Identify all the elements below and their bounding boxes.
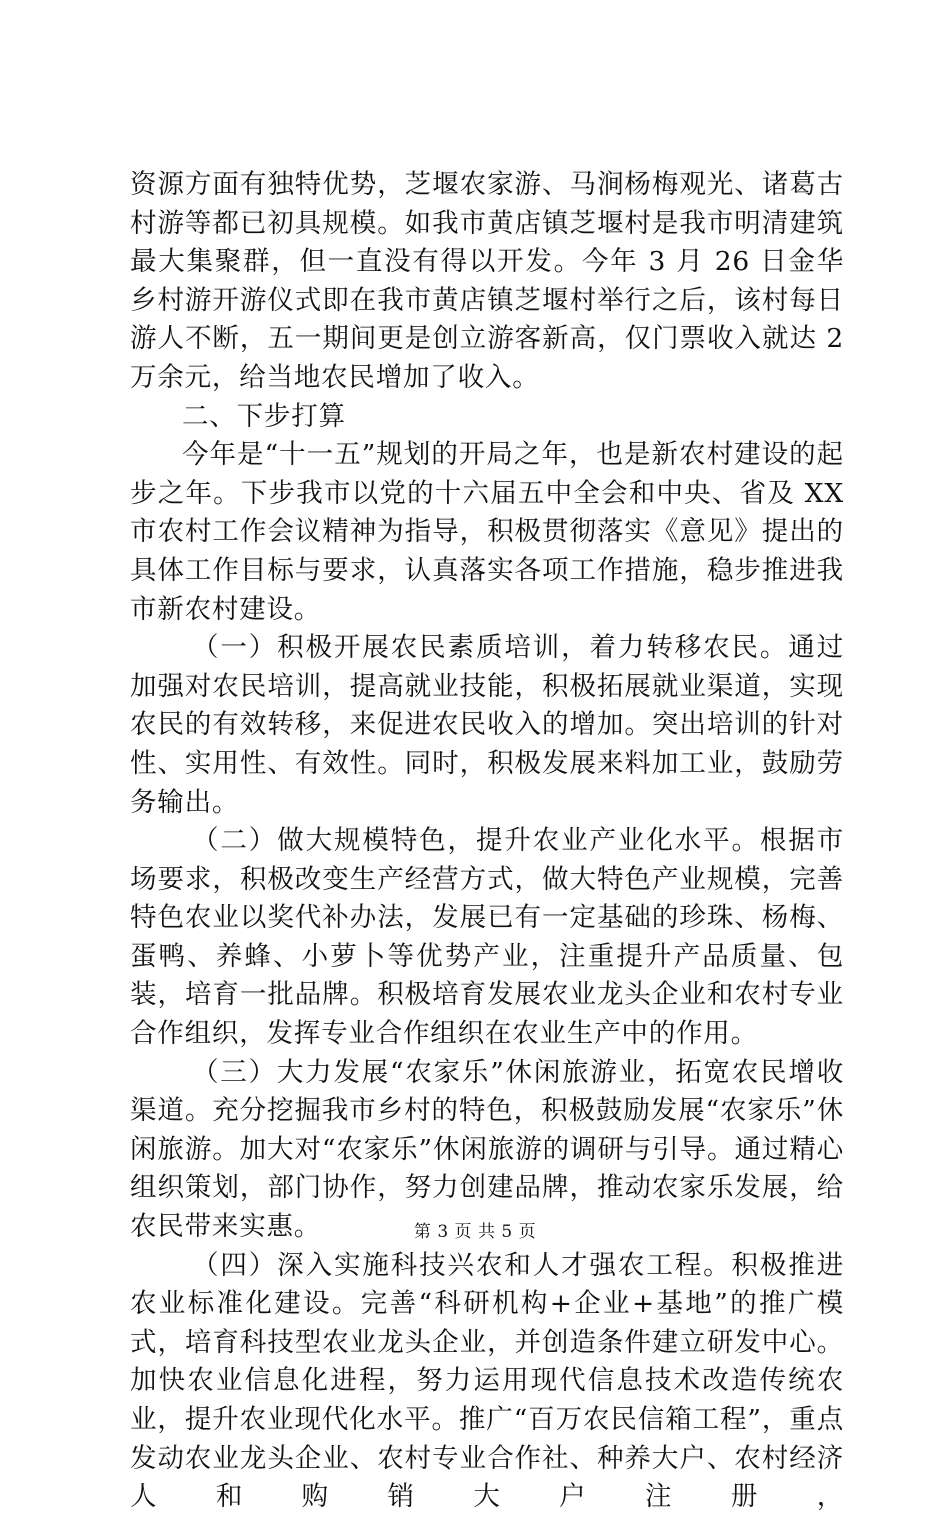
paragraph-item-1-farmer-training: （一）积极开展农民素质培训，着力转移农民。通过加强对农民培训，提高就业技能，积极拓展就业渠道，实现农民的有效转移，来促进农民收入的增加。突出培训的针对性、实用性、有效性。同时，积极发展来料加工业，鼓励劳务输出。 — [130, 632, 844, 818]
paragraph-item-3-rural-tourism: （三）大力发展“农家乐”休闲旅游业，拓宽农民增收渠道。充分挖掘我市乡村的特色，积极鼓励发展“农家乐”休闲旅游。加大对“农家乐”休闲旅游的调研与引导。通过精心组织策划，部门协作，努力创建品牌，推动农家乐发展，给农民带来实惠。 — [130, 1056, 844, 1243]
section-heading-next-steps: 二、下步打算 — [182, 400, 346, 432]
paragraph-item-4-technology: （四）深入实施科技兴农和人才强农工程。积极推进农业标准化建设。完善“科研机构+企业+基地”的推广模式，培育科技型农业龙头企业，并创造条件建立研发中心。加快农业信息化进程，努力运用现代信息技术改造传统农业，提升农业现代化水平。推广“百万农民信箱工程”，重点发动农业龙头企业、农村专业合作社、种养大户、农村经济人和购销大户注册， — [130, 1249, 844, 1513]
paragraph-next-steps-intro: 今年是“十一五”规划的开局之年，也是新农村建设的起步之年。下步我市以党的十六届五中全会和中央、省及 XX 市农村工作会议精神为指导，积极贯彻落实《意见》提出的具体工作目标与要求，认真落实各项工作措施，稳步推进我市新农村建设。 — [130, 439, 844, 625]
paragraph-item-2-industrialization: （二）做大规模特色，提升农业产业化水平。根据市场要求，积极改变生产经营方式，做大特色产业规模，完善特色农业以奖代补办法，发展已有一定基础的珍珠、杨梅、蛋鸭、养蜂、小萝卜等优势产业，注重提升产品质量、包装，培育一批品牌。积极培育发展农业龙头企业和农村专业合作组织，发挥专业合作组织在农业生产中的作用。 — [130, 825, 844, 1050]
document-body — [130, 166, 844, 1517]
page-footer: 第 3 页 共 5 页 — [413, 1222, 537, 1242]
paragraph-resource-advantages: 资源方面有独特优势，芝堰农家游、马涧杨梅观光、诸葛古村游等都已初具规模。如我市黄店镇芝堰村是我市明清建筑最大集聚群，但一直没有得以开发。今年 3 月 26 日金华乡村游开游仪式即在我市黄店镇芝堰村举行之后，该村每日游人不断，五一期间更是创立游客新高，仅门票收入就达 2 万余元，给当地农民增加了收入。 — [130, 169, 844, 393]
